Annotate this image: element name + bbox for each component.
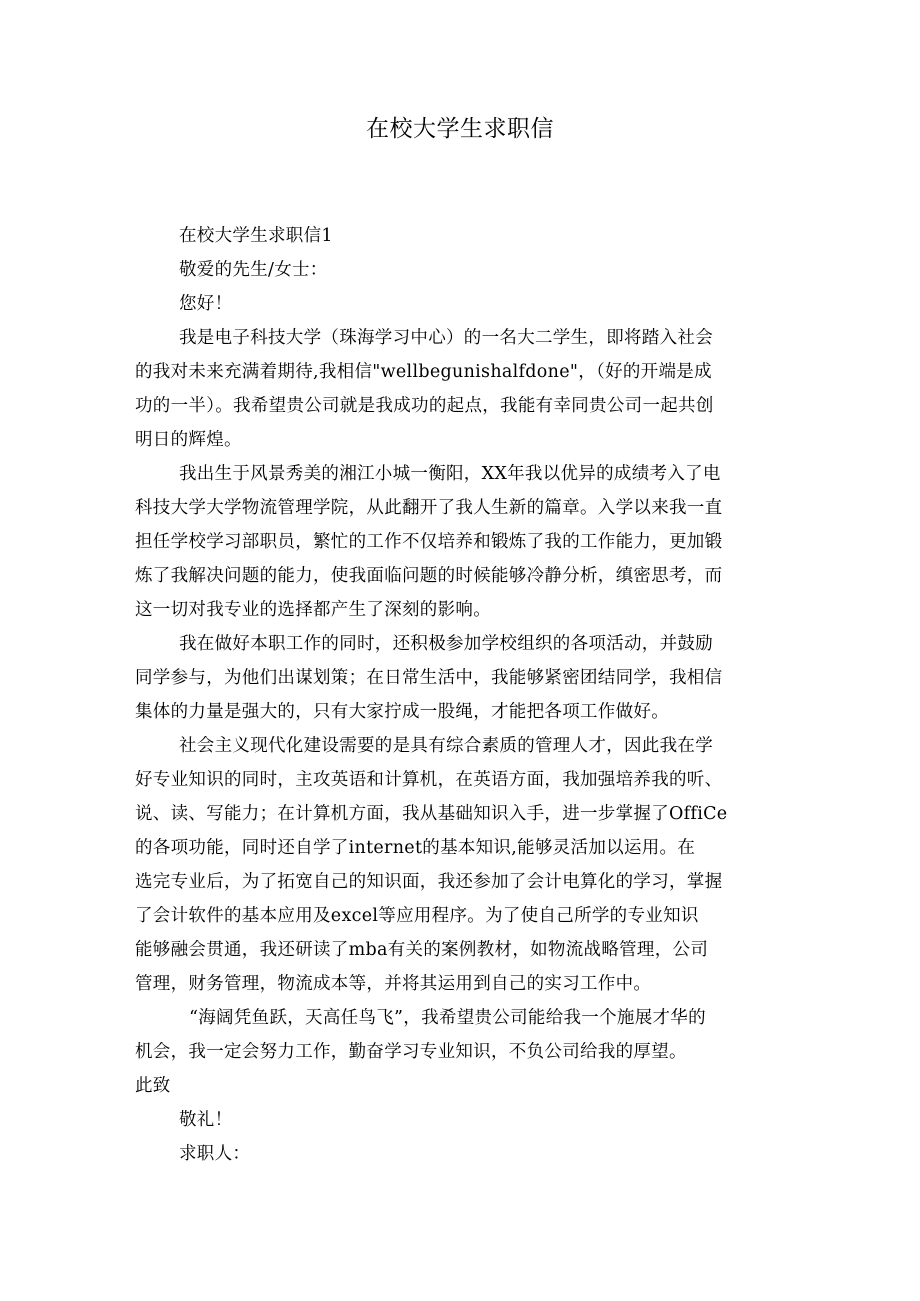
paragraph-line: 炼了我解决问题的能力，使我面临问题的时候能够冷静分析，缜密思考，而 [135,566,723,586]
paragraph-3 [135,627,790,729]
paragraph-line: 能够融会贯通，我还研读了mba有关的案例教材，如物流战略管理，公司 [135,940,709,960]
paragraph-line: 管理，财务管理，物流成本等，并将其运用到自己的实习工作中。 [135,974,652,994]
paragraph-4 [135,729,790,1001]
paragraph-line: 科技大学大学物流管理学院，从此翻开了我人生新的篇章。入学以来我一直 [135,498,723,518]
paragraph-line: 担任学校学习部职员，繁忙的工作不仅培养和锻炼了我的工作能力，更加锻 [135,532,723,552]
closing-cizhi: 此致 [135,1076,171,1096]
paragraph-line: 明日的辉煌。 [135,430,242,450]
paragraph-line: 社会主义现代化建设需要的是具有综合素质的管理人才，因此我在学 [179,736,713,756]
paragraph-line: 我出生于风景秀美的湘江小城一衡阳，XX年我以优异的成绩考入了电 [179,464,721,484]
paragraph-line: 选完专业后，为了拓宽自己的知识面，我还参加了会计电算化的学习，掌握 [135,872,723,892]
paragraph-line: 功的一半）。我希望贵公司就是我成功的起点，我能有幸同贵公司一起共创 [135,396,714,416]
paragraph-1 [135,321,790,457]
paragraph-5 [135,1001,790,1069]
paragraph-line: 说、读、写能力；在计算机方面，我从基础知识入手，进一步掌握了OffiCe [135,804,728,824]
paragraph-line: 的各项功能，同时还自学了internet的基本知识,能够灵活加以运用。在 [135,838,696,858]
paragraph-line: 机会，我一定会努力工作，勤奋学习专业知识，不负公司给我的厚望。 [135,1042,687,1062]
closing-jingli: 敬礼！ [179,1110,233,1130]
paragraph-line: 了会计软件的基本应用及excel等应用程序。为了使自己所学的专业知识 [135,906,699,926]
paragraph-line: 的我对未来充满着期待,我相信"wellbegunishalfdone"，（好的开端是成 [135,362,712,382]
paragraph-line: 这一切对我专业的选择都产生了深刻的影响。 [135,600,491,620]
paragraph-line: 我在做好本职工作的同时，还积极参加学校组织的各项活动，并鼓励 [179,634,713,654]
paragraph-line: 集体的力量是强大的，只有大家拧成一股绳，才能把各项工作做好。 [135,702,669,722]
paragraph-line: 我是电子科技大学（珠海学习中心）的一名大二学生，即将踏入社会 [179,328,713,348]
salutation: 敬爱的先生/女士： [179,260,328,280]
document-title: 在校大学生求职信 [366,116,554,142]
paragraph-line: 好专业知识的同时，主攻英语和计算机，在英语方面，我加强培养我的听、 [135,770,723,790]
letter-body [135,219,790,1171]
signature-label: 求职人： [179,1144,251,1164]
paragraph-line: 同学参与，为他们出谋划策；在日常生活中，我能够紧密团结同学，我相信 [135,668,723,688]
paragraph-2 [135,457,790,627]
greeting: 您好！ [179,294,233,314]
letter-heading: 在校大学生求职信1 [179,226,333,246]
paragraph-line: “海阔凭鱼跃，天高任鸟飞”，我希望贵公司能给我一个施展才华的 [189,1008,706,1028]
